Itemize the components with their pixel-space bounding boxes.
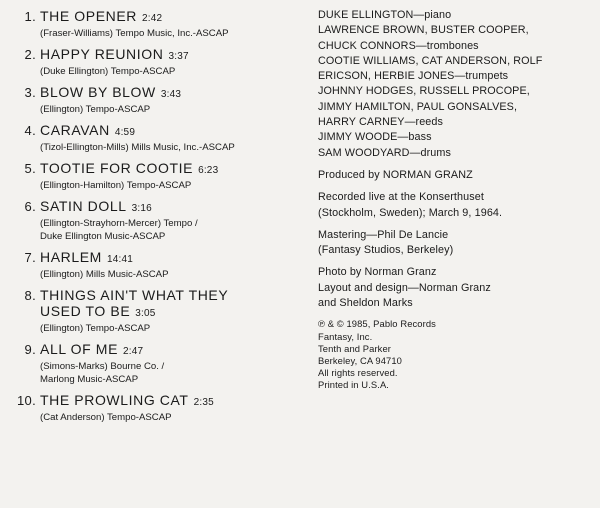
track-item (14, 341, 306, 386)
track-item (14, 122, 306, 154)
track-number: 3. (24, 85, 36, 100)
track-item (14, 46, 306, 78)
track-number: 1. (24, 9, 36, 24)
track-duration: 14:41 (106, 254, 133, 265)
track-title-line (40, 84, 306, 103)
mastering-line: (Fantasy Studios, Berkeley) (318, 244, 454, 257)
track-title: CARAVAN (40, 122, 110, 138)
track-title: HARLEM (40, 249, 102, 265)
personnel-list (318, 8, 596, 161)
photo-credit-line: Layout and design—Norman Granz (318, 281, 491, 294)
personnel-line: JOHNNY HODGES, RUSSELL PROCOPE, (318, 85, 530, 98)
track-title-line (40, 8, 306, 27)
track-item (14, 249, 306, 281)
track-credit: (Ellington) Mills Music-ASCAP (40, 269, 169, 280)
track-title: THE PROWLING CAT (40, 392, 189, 408)
personnel-line: DUKE ELLINGTON—piano (318, 9, 452, 21)
photo-design-credit (318, 265, 596, 311)
credits-column (318, 8, 596, 392)
mastering-credit (318, 228, 596, 259)
track-number: 2. (24, 47, 36, 62)
track-credit: (Tizol-Ellington-Mills) Mills Music, Inc.-ASCAP (40, 142, 235, 153)
track-credit: (Ellington-Strayhorn-Mercer) Tempo / (40, 218, 198, 229)
track-item (14, 198, 306, 243)
track-duration: 6:23 (198, 165, 219, 176)
personnel-line: ERICSON, HERBIE JONES—trumpets (318, 70, 509, 83)
track-credit: (Duke Ellington) Tempo-ASCAP (40, 66, 176, 77)
track-duration: 3:05 (135, 308, 156, 319)
recording-line: Recorded live at the Konserthuset (318, 191, 484, 204)
track-title: TOOTIE FOR COOTIE (40, 160, 194, 176)
track-item (14, 287, 306, 335)
track-title: HAPPY REUNION (40, 46, 164, 62)
track-number: 5. (24, 161, 36, 176)
track-credit: (Fraser-Williams) Tempo Music, Inc.-ASCAP (40, 28, 229, 39)
track-title: BLOW BY BLOW (40, 84, 156, 100)
producer-line: Produced by NORMAN GRANZ (318, 168, 473, 181)
copyright-line: Berkeley, CA 94710 (318, 354, 402, 366)
track-title-line (40, 341, 306, 360)
track-number: 9. (24, 342, 36, 357)
recording-info (318, 190, 596, 221)
personnel-line: LAWRENCE BROWN, BUSTER COOPER, (318, 24, 529, 37)
copyright-line: Printed in U.S.A. (318, 379, 390, 391)
track-number: 6. (24, 199, 36, 214)
track-title-line (40, 122, 306, 141)
track-number: 7. (24, 250, 36, 265)
track-duration: 3:37 (168, 51, 189, 62)
track-duration: 3:16 (131, 203, 152, 214)
track-title-line (40, 392, 306, 411)
track-item (14, 8, 306, 40)
track-credit: (Simons-Marks) Bourne Co. / (40, 361, 165, 372)
photo-credit-line: Photo by Norman Granz (318, 266, 437, 279)
track-credit: Duke Ellington Music-ASCAP (40, 231, 166, 242)
personnel-line: JIMMY WOODE—bass (318, 131, 432, 144)
track-title-line (40, 287, 306, 303)
personnel-line: JIMMY HAMILTON, PAUL GONSALVES, (318, 100, 518, 113)
track-credit: Marlong Music-ASCAP (40, 374, 139, 385)
copyright-line: All rights reserved. (318, 367, 398, 379)
track-title: SATIN DOLL (40, 198, 127, 214)
track-number: 4. (24, 123, 36, 138)
track-title: THINGS AIN'T WHAT THEY (40, 287, 229, 303)
track-duration: 2:47 (123, 346, 144, 357)
track-title-line (40, 198, 306, 217)
track-credit: (Ellington) Tempo-ASCAP (40, 323, 151, 334)
track-number: 10. (17, 393, 36, 408)
copyright-notice (318, 318, 596, 391)
track-title: ALL OF ME (40, 341, 119, 357)
track-title: THE OPENER (40, 8, 138, 24)
track-duration: 2:35 (193, 397, 214, 408)
mastering-line: Mastering—Phil De Lancie (318, 228, 449, 241)
recording-line: (Stockholm, Sweden); March 9, 1964. (318, 206, 503, 219)
track-title-line (40, 303, 306, 322)
track-title-line (40, 160, 306, 179)
photo-credit-line: and Sheldon Marks (318, 297, 413, 310)
track-title-line (40, 46, 306, 65)
producer-credit (318, 168, 596, 183)
personnel-line: COOTIE WILLIAMS, CAT ANDERSON, ROLF (318, 54, 543, 67)
copyright-line: ℗ & © 1985, Pablo Records (318, 318, 436, 330)
track-credit: (Ellington) Tempo-ASCAP (40, 104, 151, 115)
copyright-line: Tenth and Parker (318, 342, 391, 354)
track-number: 8. (24, 288, 36, 303)
personnel-line: HARRY CARNEY—reeds (318, 116, 444, 129)
track-credit: (Ellington-Hamilton) Tempo-ASCAP (40, 180, 192, 191)
track-duration: 3:43 (160, 89, 182, 100)
track-duration: 2:42 (142, 13, 163, 24)
copyright-line: Fantasy, Inc. (318, 330, 373, 342)
track-item (14, 84, 306, 116)
personnel-line: SAM WOODYARD—drums (318, 146, 451, 159)
track-title-line (40, 249, 306, 268)
track-title-continued: USED TO BE (40, 303, 131, 319)
track-duration: 4:59 (114, 127, 136, 138)
personnel-line: CHUCK CONNORS—trombones (318, 39, 479, 52)
track-credit: (Cat Anderson) Tempo-ASCAP (40, 412, 172, 423)
track-list (14, 8, 306, 430)
track-item (14, 392, 306, 424)
track-item (14, 160, 306, 192)
